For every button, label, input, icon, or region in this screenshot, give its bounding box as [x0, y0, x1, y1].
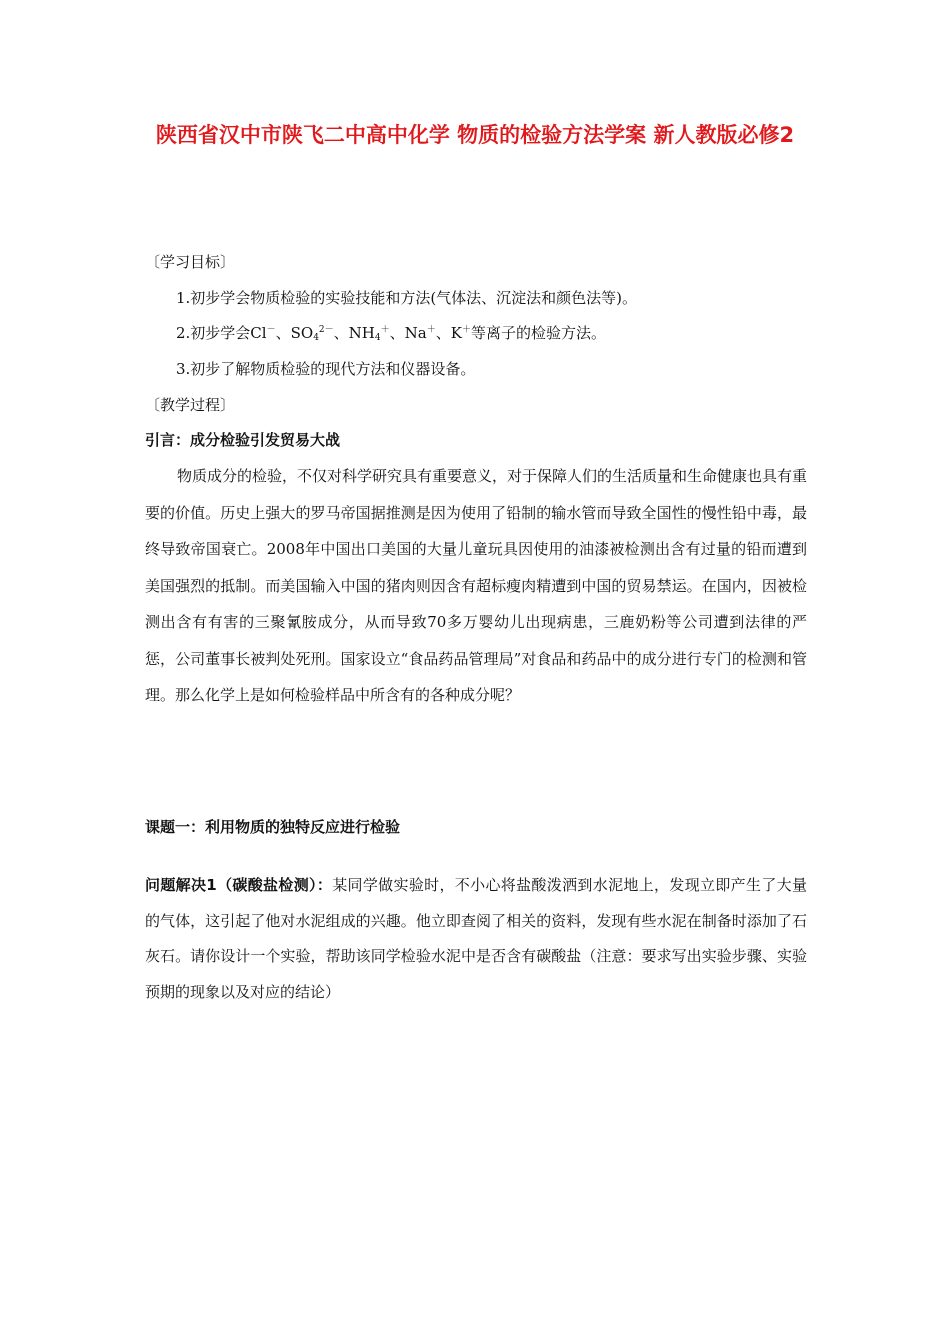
problem1-paragraph	[145, 868, 807, 1011]
objective-item-3: 3.初步了解物质检验的现代方法和仪器设备。	[176, 360, 476, 378]
problem1-text: 某同学做实验时，不小心将盐酸泼洒到水泥地上，发现立即产生了大量的气体，这引起了他对水泥组成的兴趣。他立即查阅了相关的资料，发现有些水泥在制备时添加了石灰石。请你设计一个实验，帮助该同学检验水泥中是否含有碳酸盐（注意：要求写出实验步骤、实验预期的现象以及对应的结论）	[145, 876, 807, 1002]
problem1-label: 问题解决1（碳酸盐检测）：	[145, 876, 333, 894]
document-title: 陕西省汉中市陕飞二中高中化学 物质的检验方法学案 新人教版必修2	[155, 123, 795, 147]
objectives-heading: 〔学习目标〕	[145, 253, 236, 271]
intro-heading: 引言：成分检验引发贸易大战	[145, 431, 341, 449]
intro-paragraph: 物质成分的检验，不仅对科学研究具有重要意义，对于保障人们的生活质量和生命健康也具有重要的价值。历史上强大的罗马帝国据推测是因为使用了铅制的输水管而导致全国性的慢性铅中毒，最终导致帝国衰亡。2008年中国出口美国的大量儿童玩具因使用的油漆被检测出含有过量的铅而遭到美国强烈的抵制。而美国输入中国的猪肉则因含有超标瘦肉精遭到中国的贸易禁运。在国内，因被检测出含有有害的三聚氰胺成分，从而导致70多万婴幼儿出现病患，三鹿奶粉等公司遭到法律的严惩，公司董事长被判处死刑。国家设立“食品药品管理局”对食品和药品中的成分进行专门的检测和管理。那么化学上是如何检验样品中所含有的各种成分呢？	[145, 467, 808, 704]
objective-item-1: 1.初步学会物质检验的实验技能和方法(气体法、沉淀法和颜色法等)。	[176, 289, 638, 307]
topic1-heading: 课题一：利用物质的独特反应进行检验	[145, 818, 401, 836]
objective-item-2: 2.初步学会Cl－、$SO_4^{2-}$、$NH_4^+$、Na＋、K＋等离子的检验方法。	[176, 324, 606, 343]
process-heading: 〔教学过程〕	[145, 396, 236, 414]
